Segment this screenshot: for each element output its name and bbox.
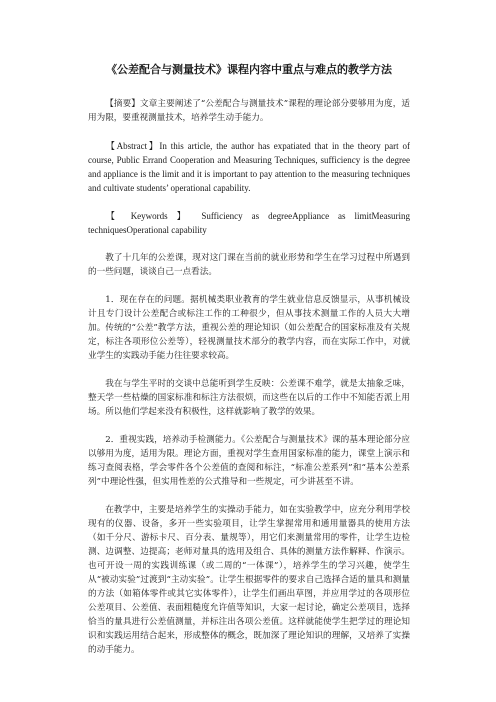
abstract-en: 【Abstract】In this article, the author has expatiated that in the theory part of course, Public Errand Cooperation and Measuring Techniques, sufficiency is the degree and appliance is the limit and it is important to pay attention to the measuring techniques and cultivate students’ operational capability. bbox=[88, 141, 410, 193]
body-paragraph-1: 教了十几年的公差课，现对这门课在当前的就业形势和学生在学习过程中所遇到的一些问题，谈谈自己一点看法。 bbox=[88, 253, 410, 277]
body-paragraph-3: 我在与学生平时的交谈中总能听到学生反映：公差课不难学，就是太抽象乏味，整天学一些枯燥的国家标准和标注方法很烦，而这些在以后的工作中不知能否派上用场。所以他们学起来没有积极性，这样就影响了教学的效果。 bbox=[88, 379, 410, 417]
abstract-cn: 【摘要】文章主要阐述了“公差配合与测量技术”课程的理论部分要够用为度，适用为限，要重视测量技术，培养学生动手能力。 bbox=[88, 99, 410, 123]
document-title: 《公差配合与测量技术》课程内容中重点与难点的教学方法 bbox=[106, 63, 392, 76]
keywords-en: 【 Keywords 】 Sufficiency as degreeAppliance as limitMeasuring techniquesOperational capability bbox=[88, 211, 410, 235]
body-paragraph-2: 1．现在存在的问题。据机械类职业教育的学生就业信息反馈显示，从事机械设计且专门设计公差配合或标注工作的工种很少，但从事技术测量工作的人员大大增加。传统的“公差”教学方法，重视公差的理论知识（如公差配合的国家标准及有关规定，标注各项形位公差等），轻视测量技术部分的教学内容，而在实际工作中，对就业学生的实践动手能力往往要求较高。 bbox=[88, 295, 410, 361]
body-paragraph-5: 在教学中，主要是培养学生的实操动手能力，如在实验教学中，应充分利用学校现有的仪器、设备，多开一些实验项目，让学生掌握常用和通用量器具的使用方法（如千分尺、游标卡尺、百分表、量规等），用它们来测量常用的零件，让学生边检测、边调整、边提高；老师对量具的选用及组合、具体的测量方法作解释、作演示。也可开设一周的实践训练课（或二周的“一体课”），培养学生的学习兴趣，使学生从“被动实验”过渡到“主动实验”。让学生根据零件的要求自己选择合适的量具和测量的方法（如箱体零件或其它实体零件），让学生们画出草图，并应用学过的各项形位公差项目、公差值、表面粗糙度允许值等知识，大家一起讨论，确定公差项目，选择恰当的量具进行公差值测量，并标注出各项公差值。这样就能使学生把学过的理论知识和实践运用结合起来，形成整体的概念，既加深了理论知识的理解，又培养了实操的动手能力。 bbox=[88, 505, 410, 655]
body-paragraph-4: 2．重视实践，培养动手检测能力。《公差配合与测量技术》课的基本理论部分应以够用为度，适用为限。理论方面，重视对学生查用国家标准的能力，课堂上演示和练习查阅表格，学会零件各个公差值的查阅和标注，“标准公差系列”和“基本公差系列”中理论性强，但实用性差的公式推导和一些规定，可少讲甚至不讲。 bbox=[88, 435, 410, 487]
